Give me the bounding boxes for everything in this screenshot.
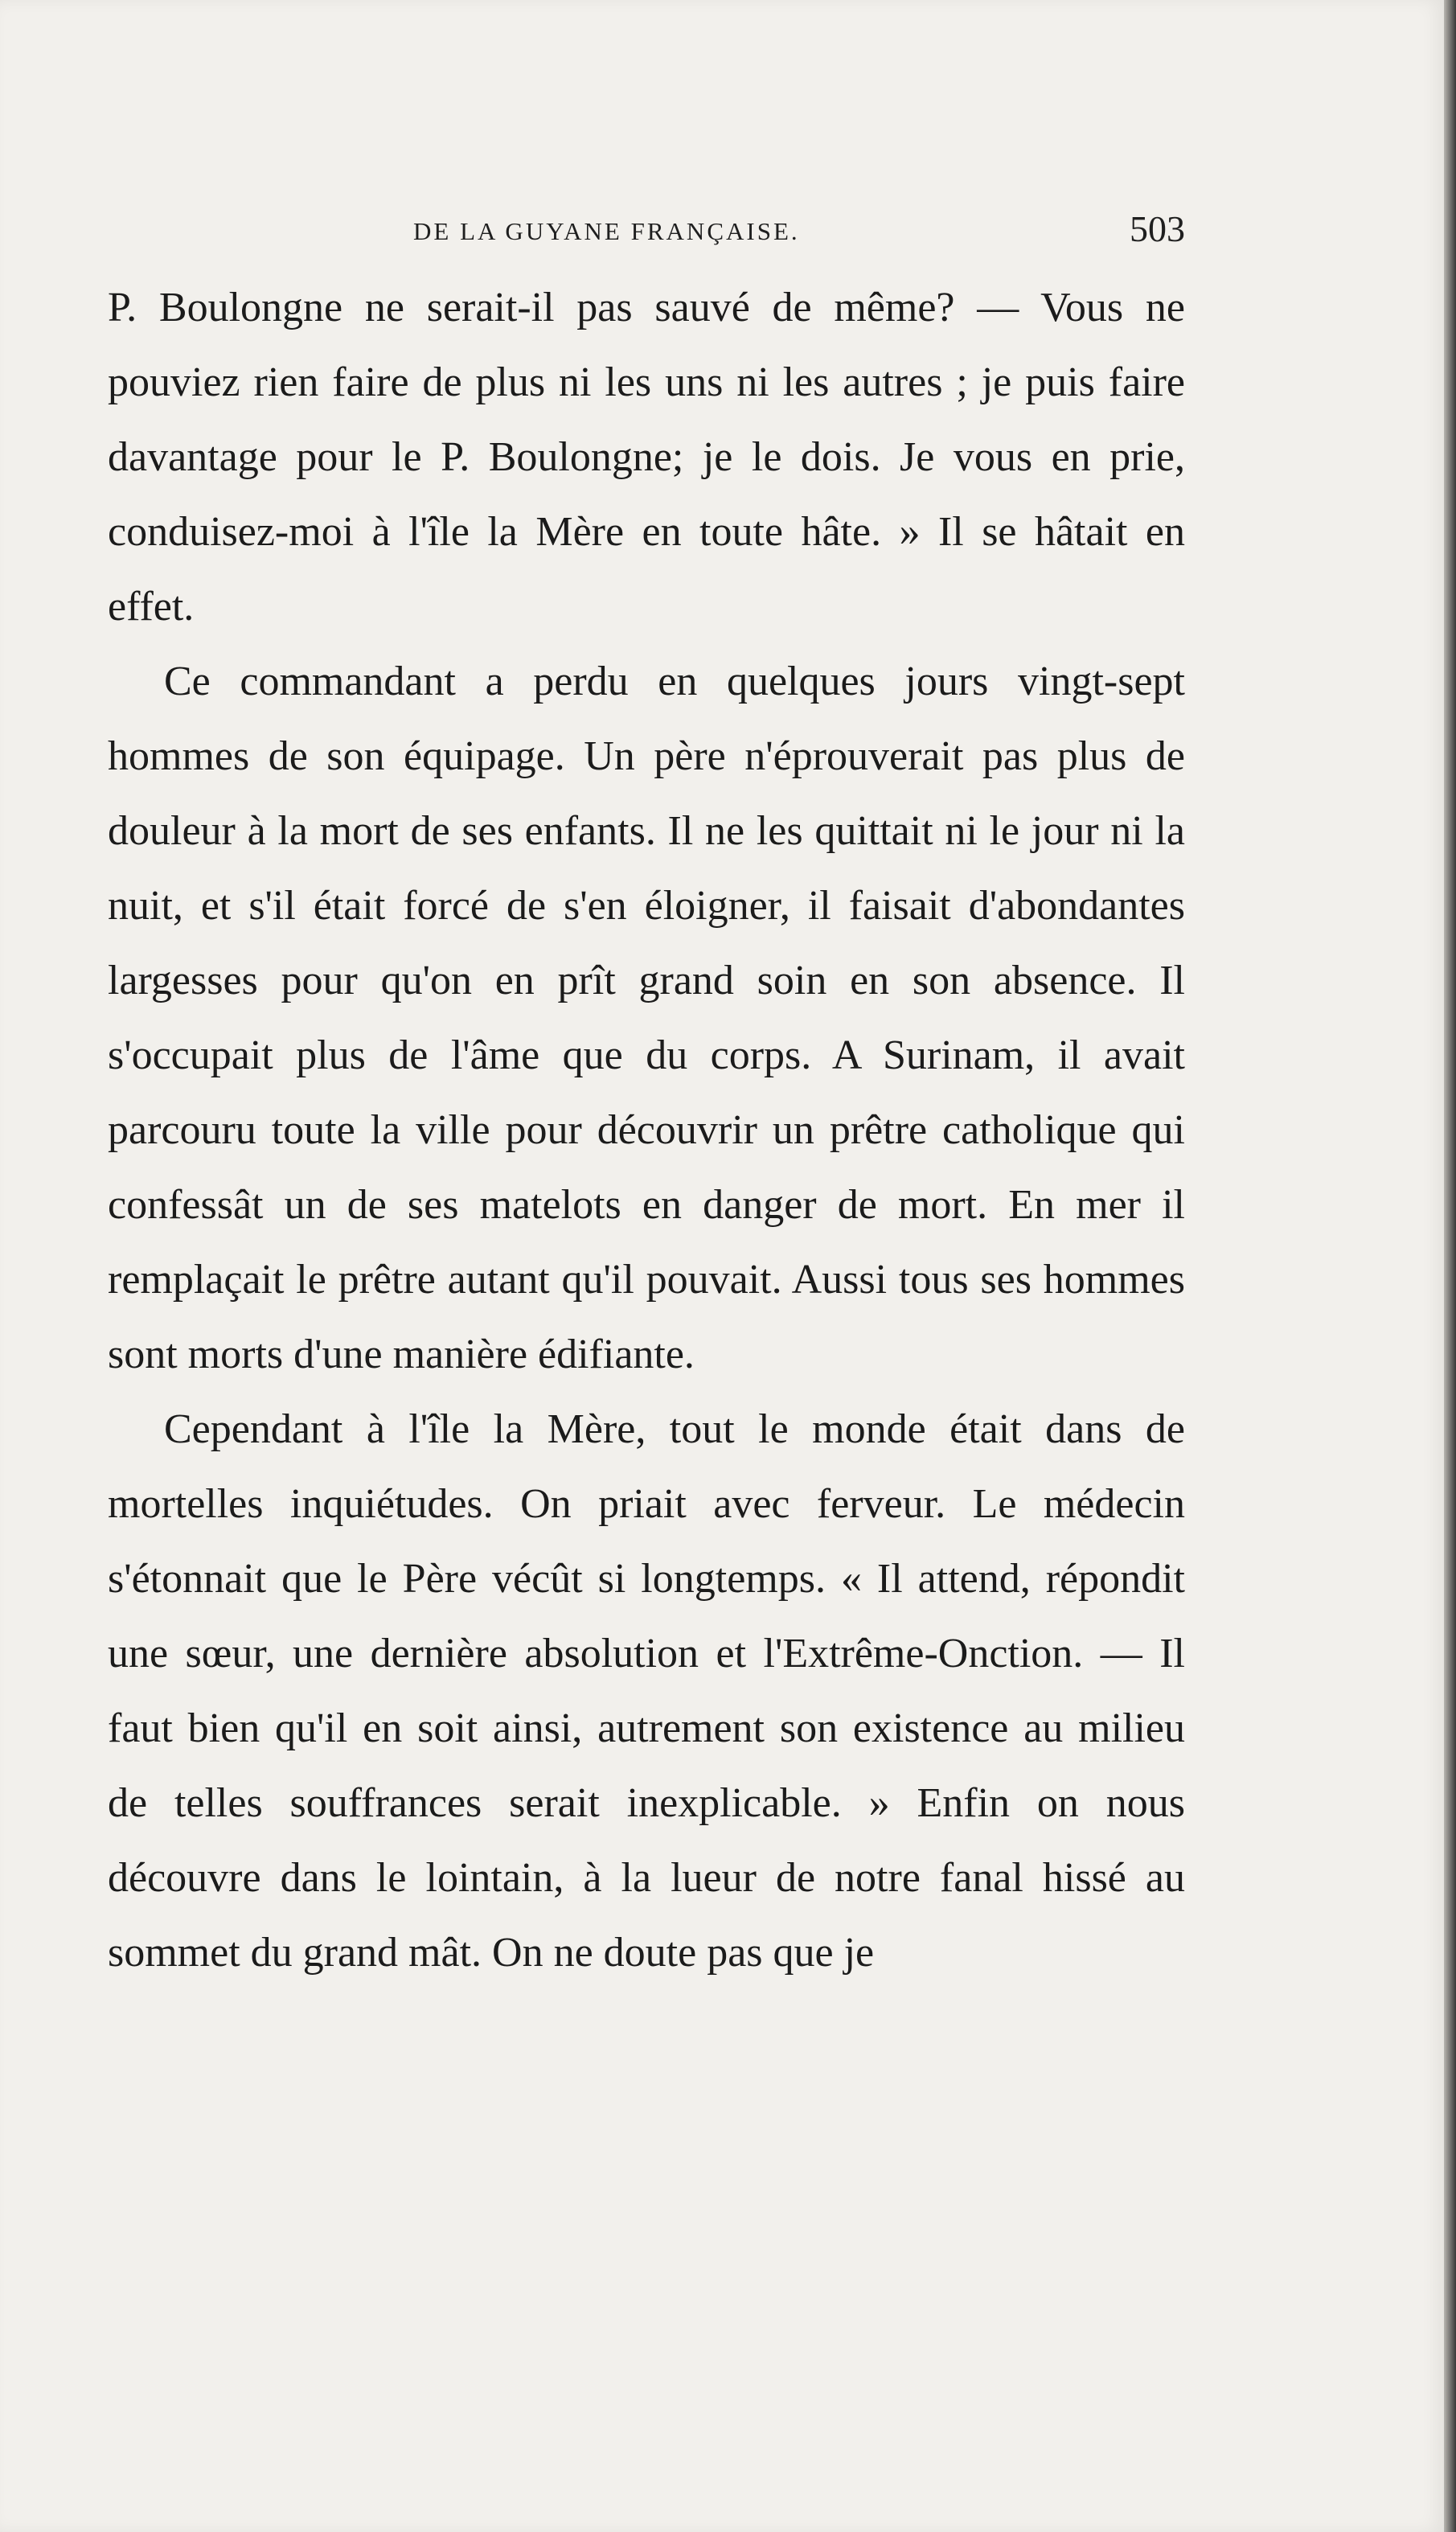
paragraph-3: Cependant à l'île la Mère, tout le monde était dans de mortelles inquiétudes. On priait avec ferveur. Le médecin s'étonnait que le Père vécût si longtemps. « Il attend, répondit une sœur, une dernière absolution et l'Extrême-Onction. — Il faut bien qu'il en soit ainsi, autrement son existence au milieu de telles souffrances serait inexplicable. » Enfin on nous découvre dans le lointain, à la lueur de notre fanal hissé au sommet du grand mât. On ne doute pas que je [108, 1406, 1185, 1976]
page-number: 503 [1130, 208, 1185, 249]
page-header [108, 207, 1185, 256]
page-edge-shadow [1444, 0, 1456, 2532]
running-head: DE LA GUYANE FRANÇAISE. [413, 217, 800, 245]
paragraph-2: Ce commandant a perdu en quelques jours vingt-sept hommes de son équipage. Un père n'éprouverait pas plus de douleur à la mort de ses enfants. Il ne les quittait ni le jour ni la nuit, et s'il était forcé de s'en éloigner, il faisait d'abondantes largesses pour qu'on en prît grand soin en son absence. Il s'occupait plus de l'âme que du corps. A Surinam, il avait parcouru toute la ville pour découvrir un prêtre catholique qui confessât un de ses matelots en danger de mort. En mer il remplaçait le prêtre autant qu'il pouvait. Aussi tous ses hommes sont morts d'une manière édifiante. [108, 659, 1185, 1377]
paragraph-1: P. Boulongne ne serait-il pas sauvé de même? — Vous ne pouviez rien faire de plus ni les uns ni les autres ; je puis faire davantage pour le P. Boulongne; je le dois. Je vous en prie, conduisez-moi à l'île la Mère en toute hâte. » Il se hâtait en effet. [108, 285, 1185, 630]
body-text [108, 270, 1185, 1990]
